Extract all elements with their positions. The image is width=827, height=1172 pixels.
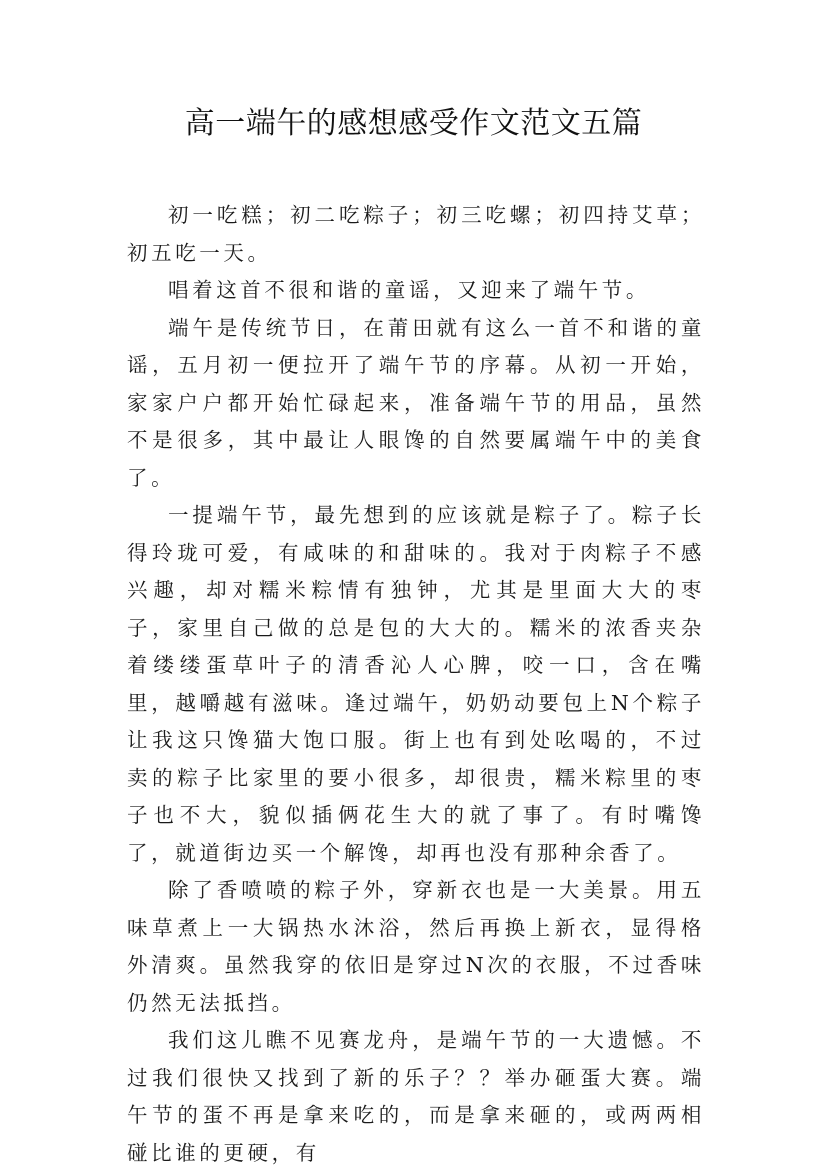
paragraph-1: 初一吃糕；初二吃粽子；初三吃螺；初四持艾草；初五吃一天。 xyxy=(127,203,705,265)
paragraph-5: 除了香喷喷的粽子外，穿新衣也是一大美景。用五味草煮上一大锅热水沐浴，然后再换上新衣，显得格外清爽。虽然我穿的依旧是穿过N次的衣服，不过香味仍然无法抵挡。 xyxy=(127,878,705,1015)
paragraph-3: 端午是传统节日，在莆田就有这么一首不和谐的童谣，五月初一便拉开了端午节的序幕。从初一开始，家家户户都开始忙碌起来，准备端午节的用品，虽然不是很多，其中最让人眼馋的自然要属端午中的美食了。 xyxy=(127,315,705,490)
article-body xyxy=(127,197,705,1172)
page-title: 高一端午的感想感受作文范文五篇 xyxy=(184,106,643,141)
paragraph-2: 唱着这首不很和谐的童谣，又迎来了端午节。 xyxy=(168,278,650,302)
paragraph-6: 我们这儿瞧不见赛龙舟，是端午节的一大遗憾。不过我们很快又找到了新的乐子？？举办砸蛋大赛。端午节的蛋不再是拿来吃的，而是拿来砸的，或两两相碰比谁的更硬，有 xyxy=(127,1028,705,1165)
paragraph-4: 一提端午节，最先想到的应该就是粽子了。粽子长得玲珑可爱，有咸味的和甜味的。我对于肉粽子不感兴趣，却对糯米粽情有独钟，尤其是里面大大的枣子，家里自己做的总是包的大大的。糯米的浓香夹杂着缕缕蛋草叶子的清香沁人心脾，咬一口，含在嘴里，越嚼越有滋味。逢过端午，奶奶动要包上N个粽子让我这只馋猫大饱口服。街上也有到处吆喝的，不过卖的粽子比家里的要小很多，却很贵，糯米粽里的枣子也不大，貌似插俩花生大的就了事了。有时嘴馋了，就道街边买一个解馋，却再也没有那种余香了。 xyxy=(127,503,705,865)
